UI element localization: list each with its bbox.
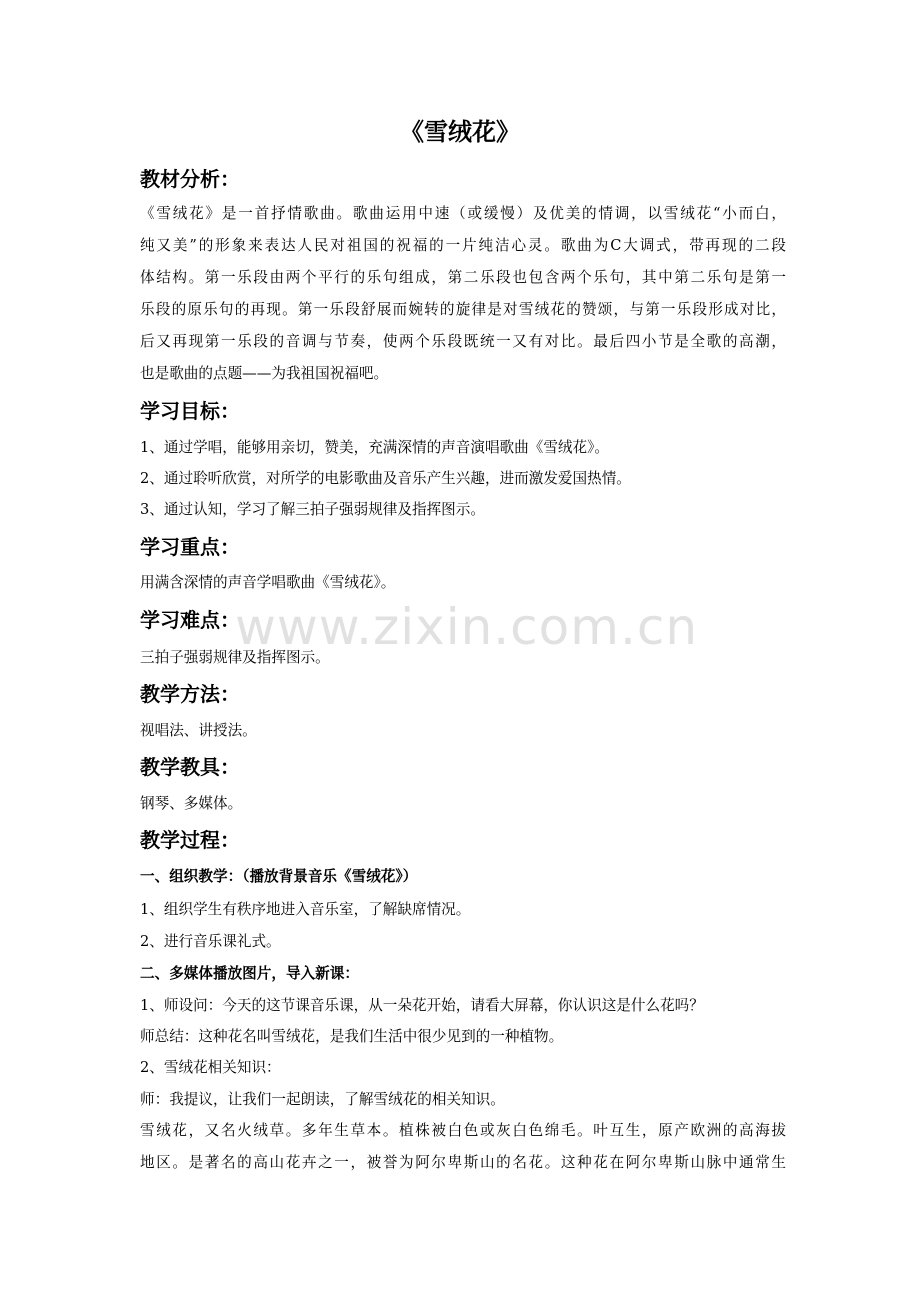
difficulties-text: 三拍子强弱规律及指挥图示。 xyxy=(140,649,330,666)
process-step-2-item: 2、雪绒花相关知识： xyxy=(140,1059,281,1076)
analysis-line: 纯又美”的形象来表达人民对祖国的祝福的一片纯洁心灵。歌曲为C大调式，带再现的二段 xyxy=(140,237,786,254)
heading-goals: 学习目标： xyxy=(140,399,240,423)
process-step-2-item: 1、师设问：今天的这节课音乐课，从一朵花开始，请看大屏幕，你认识这是什么花吗？ xyxy=(140,997,704,1014)
heading-key-points: 学习重点： xyxy=(140,535,240,559)
goal-item: 3、通过认知，学习了解三拍子强弱规律及指挥图示。 xyxy=(140,501,485,518)
analysis-line: 《雪绒花》是一首抒情歌曲。歌曲运用中速（或缓慢）及优美的情调，以雪绒花“小而白， xyxy=(140,205,786,222)
watermark: www.zixin.com.cn xyxy=(235,598,699,656)
process-step-1-item: 1、组织学生有秩序地进入音乐室，了解缺席情况。 xyxy=(140,901,471,918)
goal-item: 2、通过聆听欣赏，对所学的电影歌曲及音乐产生兴趣，进而激发爱国热情。 xyxy=(140,470,631,487)
process-step-1-item: 2、进行音乐课礼式。 xyxy=(140,933,281,950)
process-step-2-item: 师：我提议，让我们一起朗读，了解雪绒花的相关知识。 xyxy=(140,1091,505,1108)
closing-line: 地区。是著名的高山花卉之一，被誉为阿尔卑斯山的名花。这种花在阿尔卑斯山脉中通常生 xyxy=(140,1154,786,1171)
process-step-1-title: 一、组织教学：（播放背景音乐《雪绒花》） xyxy=(140,868,418,885)
heading-methods: 教学方法： xyxy=(140,682,240,706)
closing-line: 雪绒花，又名火绒草。多年生草本。植株被白色或灰白色绵毛。叶互生，原产欧洲的高海拔 xyxy=(140,1122,786,1139)
analysis-line: 也是歌曲的点题——为我祖国祝福吧。 xyxy=(140,365,389,382)
methods-text: 视唱法、讲授法。 xyxy=(140,722,257,739)
goal-item: 1、通过学唱，能够用亲切，赞美，充满深情的声音演唱歌曲《雪绒花》。 xyxy=(140,439,609,456)
analysis-line: 乐段的原乐句的再现。第一乐段舒展而婉转的旋律是对雪绒花的赞颂，与第一乐段形成对比， xyxy=(140,301,786,318)
tools-text: 钢琴、多媒体。 xyxy=(140,795,243,812)
heading-tools: 教学教具： xyxy=(140,755,240,779)
process-step-2-title: 二、多媒体播放图片，导入新课： xyxy=(140,965,359,982)
heading-process: 教学过程： xyxy=(140,828,240,852)
document-title: 《雪绒花》 xyxy=(400,118,520,146)
heading-difficulties: 学习难点： xyxy=(140,608,240,632)
analysis-line: 后又再现第一乐段的音调与节奏，使两个乐段既统一又有对比。最后四小节是全歌的高潮， xyxy=(140,333,786,350)
process-step-2-item: 师总结：这种花名叫雪绒花，是我们生活中很少见到的一种植物。 xyxy=(140,1028,564,1045)
analysis-line: 体结构。第一乐段由两个平行的乐句组成，第二乐段也包含两个乐句，其中第二乐句是第一 xyxy=(140,269,786,286)
heading-analysis: 教材分析： xyxy=(140,167,240,191)
key-points-text: 用满含深情的声音学唱歌曲《雪绒花》。 xyxy=(140,574,396,591)
